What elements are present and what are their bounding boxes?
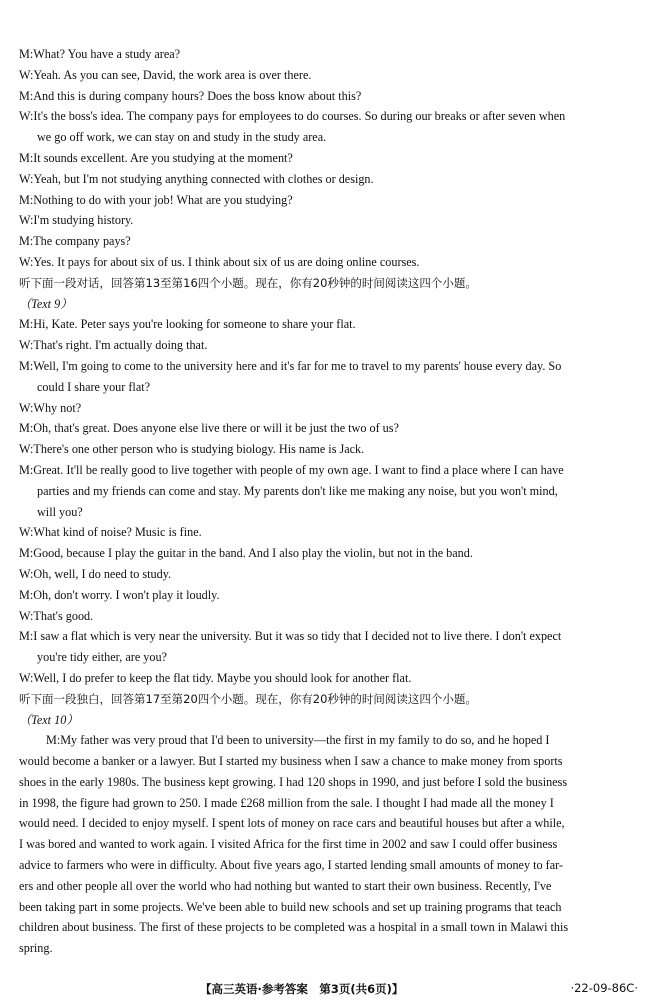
dialogue-line: M:Good, because I play the guitar in the band. And I also play the violin, but not in the band. [19,546,473,561]
dialogue-line: will you? [37,504,83,519]
dialogue-line: M:Oh, that's great. Does anyone else live there or will it be just the two of us? [19,421,399,436]
dialogue-line: you're tidy either, are you? [37,650,167,665]
monologue-line: M:My father was very proud that I'd been to university—the first in my family to do so, and he hoped I [46,733,550,748]
dialogue-line: W:Well, I do prefer to keep the flat tidy. Maybe you should look for another flat. [19,670,412,685]
dialogue-line: W:That's right. I'm actually doing that. [19,338,208,353]
dialogue-line: could I share your flat? [37,379,151,394]
dialogue-line: W:It's the boss's idea. The company pays for employees to do courses. So during our breaks or after seven when [19,109,566,124]
dialogue-line: we go off work, we can stay on and study in the study area. [37,130,327,145]
text-label: （Text 10） [19,712,79,727]
dialogue-line: M:What? You have a study area? [19,47,181,61]
dialogue-line: W:Oh, well, I do need to study. [19,566,172,581]
monologue-line: would need. I decided to enjoy myself. I spent lots of money on race cars and beautiful houses but after a while, [19,816,565,831]
dialogue-line: M:Great. It'll be really good to live together with people of my own age. I want to find a place where I can have [19,462,564,477]
footer-code: ·22-09-86C· [570,981,638,995]
dialogue-line: W:There's one other person who is studying biology. His name is Jack. [19,442,365,457]
dialogue-line: M:I saw a flat which is very near the university. But it was so tidy that I decided not to live there. I don't expect [19,629,562,644]
monologue-text-10 [19,730,638,959]
section-instruction: 听下面一段对话，回答第13至第16四个小题。现在，你有20秒钟的时间阅读这四个小题。 [19,275,477,290]
text-label: （Text 9） [19,296,73,311]
dialogue-line: M:Nothing to do with your job! What are you studying? [19,192,293,207]
monologue-line: ers and other people all over the world who had nothing but wanted to start their own business. Recently, I've [19,878,552,893]
dialogue-line: M:Oh, don't worry. I won't play it loudly. [19,587,220,602]
dialogue-text-8 [19,44,638,273]
section-instruction: 听下面一段独白，回答第17至第20四个小题。现在，你有20秒钟的时间阅读这四个小题。 [19,691,477,706]
monologue-line: I was bored and wanted to work again. I visited Africa for the first time in 2002 and saw I could offer business [19,837,558,852]
dialogue-line: W:Yes. It pays for about six of us. I think about six of us are doing online courses. [19,254,420,269]
dialogue-line: W:That's good. [19,608,94,623]
dialogue-line: M:It sounds excellent. Are you studying at the moment? [19,150,293,165]
dialogue-text-9 [19,314,638,688]
monologue-line: children about business. The first of these projects to be completed was a hospital in a small town in Malawi this [19,920,569,935]
monologue-line: advice to farmers who were in difficulty. About five years ago, I started lending small amounts of money to far- [19,858,563,873]
monologue-line: would become a banker or a lawyer. But I started my business when I saw a chance to make money from sports [19,754,563,769]
footer-page-info: 【高三英语·参考答案 第3页(共6页)】 [200,982,404,996]
page-footer [0,981,652,1001]
dialogue-line: parties and my friends can come and stay. My parents don't like me making any noise, but you won't mind, [37,483,558,498]
dialogue-line: W:I'm studying history. [19,213,134,228]
dialogue-line: W:Why not? [19,400,82,415]
dialogue-line: W:What kind of noise? Music is fine. [19,525,202,540]
dialogue-line: W:Yeah, but I'm not studying anything connected with clothes or design. [19,171,374,186]
dialogue-line: M:Well, I'm going to come to the university here and it's far for me to travel to my parents' house every day. So [19,358,562,373]
monologue-line: spring. [19,941,53,956]
dialogue-line: W:Yeah. As you can see, David, the work area is over there. [19,67,312,82]
monologue-line: in 1998, the figure had grown to 250. I made £268 million from the sale. I thought I had made all the money I [19,795,554,810]
dialogue-line: M:The company pays? [19,234,131,249]
monologue-line: shoes in the early 1980s. The business kept growing. I had 120 shops in 1990, and just before I sold the business [19,774,568,789]
monologue-line: been taking part in some projects. We've been able to build new schools and set up training programs that teach [19,899,562,914]
dialogue-line: M:And this is during company hours? Does the boss know about this? [19,88,362,103]
dialogue-line: M:Hi, Kate. Peter says you're looking for someone to share your flat. [19,317,356,332]
